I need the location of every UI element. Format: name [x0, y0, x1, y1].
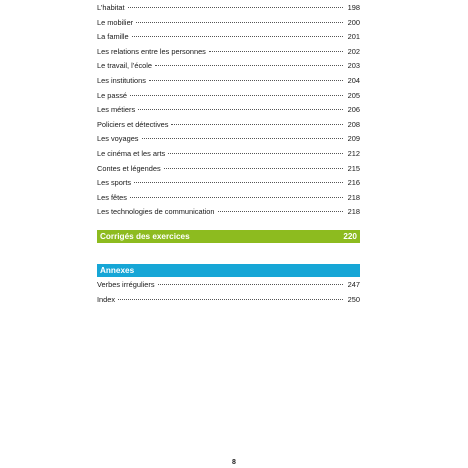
toc-annex-list	[97, 278, 360, 307]
toc-entry	[97, 30, 360, 45]
toc-entry-page: 218	[347, 192, 360, 202]
toc-main-list	[97, 1, 360, 220]
toc-entry-page: 200	[347, 17, 360, 27]
dot-leader	[118, 299, 343, 300]
toc-entry-page: 203	[347, 61, 360, 71]
dot-leader	[164, 168, 343, 169]
toc-entry-label: Les relations entre les personnes	[97, 46, 206, 56]
dot-leader	[209, 51, 343, 52]
toc-entry-page: 212	[347, 148, 360, 158]
toc-entry-page: 201	[347, 32, 360, 42]
toc-entry-page: 209	[347, 134, 360, 144]
toc-entry-page: 250	[347, 294, 360, 304]
toc-entry	[97, 278, 360, 293]
toc-entry-page: 198	[347, 3, 360, 12]
dot-leader	[218, 211, 344, 212]
dot-leader	[149, 80, 343, 81]
dot-leader	[132, 36, 343, 37]
corriges-page: 220	[343, 232, 357, 241]
toc-entry-label: Les sports	[97, 178, 132, 188]
toc-entry-label: Le cinéma et les arts	[97, 148, 166, 158]
dot-leader	[138, 109, 343, 110]
dot-leader	[155, 65, 343, 66]
toc-entry-page: 247	[347, 280, 360, 289]
toc-entry-page: 204	[347, 75, 360, 85]
toc-entry	[97, 118, 360, 133]
toc-entry	[97, 16, 360, 31]
annexes-section-header	[97, 264, 360, 277]
toc-entry	[97, 45, 360, 60]
dot-leader	[142, 138, 344, 139]
toc-entry	[97, 103, 360, 118]
toc-entry-label: La famille	[97, 32, 129, 42]
toc-entry-page: 215	[347, 163, 360, 173]
toc-entry-page: 202	[347, 46, 360, 56]
toc-entry	[97, 74, 360, 89]
toc-entry-label: Contes et légendes	[97, 163, 161, 173]
toc-entry-label: Policiers et détectives	[97, 119, 169, 129]
toc-entry	[97, 59, 360, 74]
dot-leader	[134, 182, 343, 183]
toc-entry-page: 206	[347, 105, 360, 115]
dot-leader	[130, 95, 343, 96]
toc-entry	[97, 132, 360, 147]
toc-entry	[97, 162, 360, 177]
toc-entry	[97, 176, 360, 191]
toc-entry	[97, 191, 360, 206]
toc-entry-label: Le passé	[97, 90, 127, 100]
dot-leader	[158, 284, 343, 285]
toc-entry-label: Verbes irréguliers	[97, 280, 155, 289]
toc-entry	[97, 205, 360, 220]
toc-entry-page: 216	[347, 178, 360, 188]
dot-leader	[130, 197, 343, 198]
page-number: 8	[232, 459, 236, 466]
toc-entry-page: 218	[347, 207, 360, 217]
toc-entry-label: Les fêtes	[97, 192, 127, 202]
annexes-title: Annexes	[100, 266, 135, 275]
toc-entry	[97, 293, 360, 308]
toc-entry-label: Les voyages	[97, 134, 139, 144]
dot-leader	[168, 153, 343, 154]
toc-entry-label: L’habitat	[97, 3, 125, 12]
toc-entry-label: Les technologies de communication	[97, 207, 215, 217]
corriges-section-header	[97, 230, 360, 243]
corriges-title: Corrigés des exercices	[100, 232, 190, 241]
dot-leader	[128, 7, 343, 8]
toc-entry	[97, 89, 360, 104]
toc-entry-label: Index	[97, 294, 116, 304]
toc-entry-label: Le mobilier	[97, 17, 134, 27]
toc-entry-label: Les métiers	[97, 105, 136, 115]
toc-entry-page: 205	[347, 90, 360, 100]
dot-leader	[136, 22, 343, 23]
toc-entry-label: Les institutions	[97, 75, 146, 85]
toc-entry	[97, 147, 360, 162]
dot-leader	[171, 124, 343, 125]
toc-entry	[97, 1, 360, 16]
toc-entry-label: Le travail, l’école	[97, 61, 153, 71]
toc-entry-page: 208	[347, 119, 360, 129]
